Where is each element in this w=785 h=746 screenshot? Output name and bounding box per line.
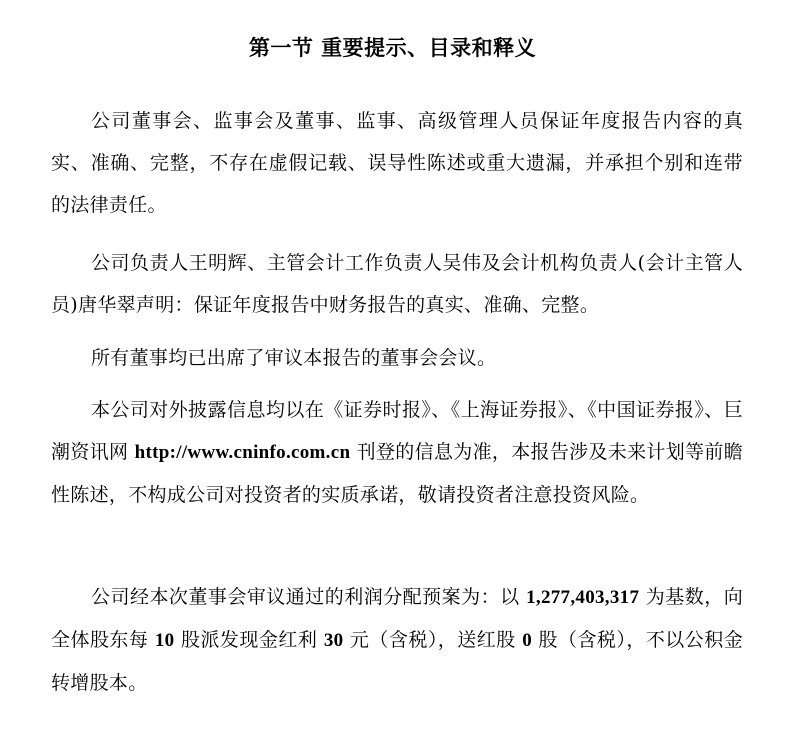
profit-text-c: 股派发现金红利 [174,629,324,651]
paragraph-disclosure-media [51,389,743,516]
section-title: 第一节 重要提示、目录和释义 [248,35,537,60]
profit-text-a: 公司经本次董事会审议通过的利润分配预案为：以 [91,586,527,608]
paragraph-board-guarantee: 公司董事会、监事会及董事、监事、高级管理人员保证年度报告内容的真实、准确、完整，不存在虚假记载、误导性陈述或重大遗漏，并承担个别和连带的法律责任。 [51,110,743,216]
paragraph-directors-attendance: 所有董事均已出席了审议本报告的董事会会议。 [91,347,497,369]
bonus-shares-value: 0 [522,630,532,651]
paragraph-responsible-persons: 公司负责人王明辉、主管会计工作负责人吴伟及会计机构负责人(会计主管人员)唐华翠声明：保证年度报告中财务报告的真实、准确、完整。 [51,252,743,316]
profit-text-b: 为基数，向全体股东每 [51,586,743,651]
disclosure-text-b: 刊登的信息为准，本报告涉及未来计划等前瞻性陈述，不构成公司对投资者的实质承诺，敬请投资者注意投资风险。 [51,441,744,506]
cash-dividend-value: 30 [323,630,344,651]
profit-text-e: 股（含税），不以公积金转增股本。 [51,629,744,694]
profit-text-d: 元（含税），送红股 [343,629,523,651]
paragraph-profit-distribution [51,576,743,704]
per-shares-value: 10 [154,630,175,651]
share-base-value: 1,277,403,317 [526,587,640,608]
cninfo-url-link[interactable]: http://www.cninfo.com.cn [134,442,351,463]
disclosure-text-a: 本公司对外披露信息均以在《证券时报》、《上海证券报》、《中国证券报》、巨潮资讯网 [51,399,743,463]
